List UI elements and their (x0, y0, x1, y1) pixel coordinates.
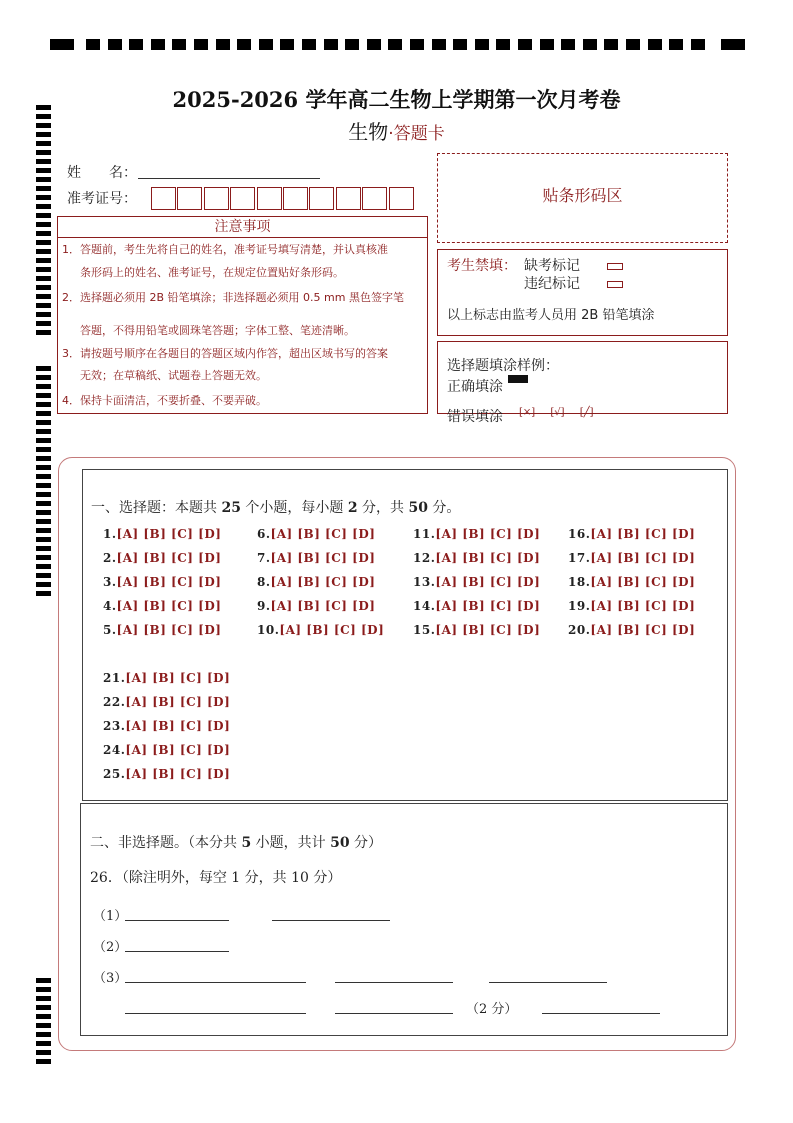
id-digit-box[interactable] (204, 187, 229, 210)
question-number: 23. (103, 719, 126, 733)
answer-options[interactable]: [A] [B] [C] [D] (270, 551, 376, 565)
question-number: 20. (568, 623, 591, 637)
violation-label: 违纪标记 (524, 276, 580, 292)
timing-mark (36, 456, 51, 461)
answer-options[interactable]: [A] [B] [C] [D] (590, 599, 696, 613)
sample-title: 选择题填涂样例： (447, 358, 559, 374)
question-number: 7. (257, 551, 271, 565)
question-row (103, 575, 221, 589)
timing-mark (475, 39, 489, 50)
question-row (413, 575, 540, 589)
question-row (413, 599, 540, 613)
timing-mark (36, 249, 51, 254)
timing-mark (36, 276, 51, 281)
answer-options[interactable]: [A] [B] [C] [D] (279, 623, 385, 637)
timing-mark (345, 39, 359, 50)
timing-mark (36, 150, 51, 155)
timing-mark (36, 231, 51, 236)
timing-mark (36, 510, 51, 515)
id-digit-box[interactable] (336, 187, 361, 210)
timing-mark (36, 222, 51, 227)
question-row (413, 551, 540, 565)
timing-mark (237, 39, 251, 50)
timing-mark (36, 402, 51, 407)
question-number: 13. (413, 575, 436, 589)
timing-mark (604, 39, 618, 50)
timing-mark (721, 39, 745, 50)
question-number: 18. (568, 575, 591, 589)
question-row (568, 551, 695, 565)
question-row (257, 551, 375, 565)
answer-options[interactable]: [A] [B] [C] [D] (125, 743, 231, 757)
forbidden-label: 考生禁填： (447, 258, 517, 274)
answer-options[interactable]: [A] [B] [C] [D] (270, 599, 376, 613)
forbidden-note: 以上标志由监考人员用 2B 铅笔填涂 (447, 308, 655, 323)
question-row (103, 767, 230, 781)
answer-options[interactable]: [A] [B] [C] [D] (270, 527, 376, 541)
notice-item-3-cont: 无效；在草稿纸、试题卷上答题无效。 (80, 369, 267, 382)
question-row (568, 599, 695, 613)
answer-options[interactable]: [A] [B] [C] [D] (590, 527, 696, 541)
name-label: 姓 名： (67, 165, 137, 181)
answer-options[interactable]: [A] [B] [C] [D] (435, 599, 541, 613)
timing-mark (36, 546, 51, 551)
wrong-fill-samples (519, 407, 594, 418)
question-number: 21. (103, 671, 126, 685)
wrong-mark-x: [×] (519, 407, 536, 418)
timing-mark (302, 39, 316, 50)
timing-mark (36, 267, 51, 272)
notice-item-1: 1．答题前，考生先将自己的姓名，准考证号填写清楚，并认真核准 (62, 243, 388, 256)
timing-mark (36, 1050, 51, 1055)
timing-mark (496, 39, 510, 50)
question-row (413, 527, 540, 541)
timing-mark (410, 39, 424, 50)
q26-3-blank-b[interactable] (335, 982, 453, 983)
id-digit-box[interactable] (309, 187, 334, 210)
question-row (568, 527, 695, 541)
timing-mark (518, 39, 532, 50)
timing-mark (36, 987, 51, 992)
timing-mark (36, 1023, 51, 1028)
answer-options[interactable]: [A] [B] [C] [D] (435, 623, 541, 637)
timing-mark (36, 501, 51, 506)
answer-options[interactable]: [A] [B] [C] [D] (270, 575, 376, 589)
answer-options[interactable]: [A] [B] [C] [D] (125, 695, 231, 709)
q26-sub3-label: （3） (93, 971, 128, 986)
timing-mark (36, 996, 51, 1001)
id-digit-box[interactable] (151, 187, 176, 210)
question-row (413, 623, 540, 637)
question-row (103, 527, 221, 541)
exam-subtitle (0, 116, 793, 145)
timing-mark (36, 573, 51, 578)
timing-mark (108, 39, 122, 50)
id-digit-box[interactable] (177, 187, 202, 210)
question-number: 12. (413, 551, 436, 565)
question-number: 17. (568, 551, 591, 565)
timing-mark (36, 186, 51, 191)
question-row (568, 575, 695, 589)
timing-mark (280, 39, 294, 50)
timing-mark (151, 39, 165, 50)
id-digit-box[interactable] (283, 187, 308, 210)
timing-mark (36, 465, 51, 470)
timing-mark (36, 393, 51, 398)
timing-mark (36, 159, 51, 164)
question-26-title: 26．（除注明外，每空 1 分，共 10 分） (90, 870, 342, 886)
question-row (103, 719, 230, 733)
answer-options[interactable]: [A] [B] [C] [D] (435, 527, 541, 541)
timing-mark (36, 582, 51, 587)
wrong-mark-check: [√] (550, 407, 565, 418)
question-row (103, 551, 221, 565)
timing-mark (86, 39, 100, 50)
timing-mark (36, 1059, 51, 1064)
question-row (103, 671, 230, 685)
timing-mark (129, 39, 143, 50)
question-row (257, 575, 375, 589)
q26-3-blank-e[interactable] (335, 1013, 453, 1014)
question-number: 10. (257, 623, 280, 637)
question-row (257, 599, 375, 613)
q26-sub2-label: （2） (93, 940, 128, 955)
id-label: 准考证号： (67, 191, 137, 207)
question-row (103, 695, 230, 709)
notice-item-2-cont: 答题，不得用铅笔或圆珠笔答题；字体工整、笔迹清晰。 (80, 324, 355, 337)
answer-options[interactable]: [A] [B] [C] [D] (116, 599, 222, 613)
timing-mark (36, 564, 51, 569)
q26-1-blank-a[interactable] (125, 920, 229, 921)
q26-3-blank-f[interactable] (542, 1013, 660, 1014)
timing-mark (36, 537, 51, 542)
timing-mark (50, 39, 74, 50)
timing-mark (259, 39, 273, 50)
timing-mark (36, 483, 51, 488)
answer-options[interactable]: [A] [B] [C] [D] (116, 623, 222, 637)
question-number: 3. (103, 575, 117, 589)
timing-mark (36, 420, 51, 425)
name-field[interactable] (138, 178, 320, 179)
question-number: 8. (257, 575, 271, 589)
timing-mark (36, 168, 51, 173)
timing-mark (36, 519, 51, 524)
timing-mark (388, 39, 402, 50)
notice-title: 注意事项 (57, 216, 428, 238)
timing-mark (540, 39, 554, 50)
subject-name: 生物 (348, 120, 389, 144)
timing-mark (36, 294, 51, 299)
timing-mark (367, 39, 381, 50)
question-row (103, 743, 230, 757)
notice-item-2: 2．选择题必须用 2B 铅笔填涂；非选择题必须用 0.5 mm 黑色签字笔 (62, 291, 404, 304)
answer-options[interactable]: [A] [B] [C] [D] (125, 767, 231, 781)
timing-mark (561, 39, 575, 50)
timing-mark (36, 312, 51, 317)
timing-mark (36, 177, 51, 182)
q26-3-blank-c[interactable] (489, 982, 607, 983)
timing-mark (36, 411, 51, 416)
question-number: 1. (103, 527, 117, 541)
q26-3-blank-a[interactable] (125, 982, 306, 983)
exam-title: 2025-2026 学年高二生物上学期第一次月考卷 (172, 87, 621, 112)
question-number: 24. (103, 743, 126, 757)
timing-mark (36, 195, 51, 200)
q26-sub1-label: （1） (93, 909, 128, 924)
timing-mark (36, 978, 51, 983)
violation-mark-box[interactable] (607, 281, 623, 288)
timing-mark (36, 375, 51, 380)
id-digit-box[interactable] (362, 187, 387, 210)
timing-mark (36, 285, 51, 290)
timing-mark (36, 330, 51, 335)
section1-title: 一、选择题：本题共 25 个小题，每小题 2 分，共 50 分。 (91, 500, 461, 516)
q26-3-blank-d[interactable] (125, 1013, 306, 1014)
question-number: 19. (568, 599, 591, 613)
timing-mark (432, 39, 446, 50)
question-row (568, 623, 695, 637)
answer-options[interactable]: [A] [B] [C] [D] (116, 527, 222, 541)
id-digit-box[interactable] (389, 187, 414, 210)
timing-mark (648, 39, 662, 50)
timing-mark (36, 447, 51, 452)
timing-mark (36, 321, 51, 326)
timing-mark (36, 384, 51, 389)
question-number: 2. (103, 551, 117, 565)
timing-mark (36, 213, 51, 218)
timing-mark (36, 474, 51, 479)
timing-mark (36, 591, 51, 596)
question-row (103, 599, 221, 613)
answer-options[interactable]: [A] [B] [C] [D] (590, 551, 696, 565)
question-number: 16. (568, 527, 591, 541)
timing-mark (36, 528, 51, 533)
question-number: 15. (413, 623, 436, 637)
timing-mark (194, 39, 208, 50)
answer-options[interactable]: [A] [B] [C] [D] (116, 575, 222, 589)
timing-mark (36, 429, 51, 434)
question-row (257, 527, 375, 541)
q26-2-blank[interactable] (125, 951, 229, 952)
notice-item-3: 3．请按题号顺序在各题目的答题区域内作答，超出区域书写的答案 (62, 347, 388, 360)
timing-mark (36, 366, 51, 371)
timing-mark (583, 39, 597, 50)
timing-mark (36, 1032, 51, 1037)
question-number: 14. (413, 599, 436, 613)
answer-options[interactable]: [A] [B] [C] [D] (590, 575, 696, 589)
answer-options[interactable]: [A] [B] [C] [D] (590, 623, 696, 637)
wrong-mark-slash: [╱] (579, 407, 594, 418)
timing-mark (669, 39, 683, 50)
absent-mark-box[interactable] (607, 263, 623, 270)
correct-fill-label: 正确填涂 (447, 379, 503, 395)
timing-mark (36, 1041, 51, 1046)
answer-options[interactable]: [A] [B] [C] [D] (435, 575, 541, 589)
wrong-fill-label: 错误填涂 (447, 409, 503, 425)
timing-mark (36, 204, 51, 209)
timing-mark (36, 240, 51, 245)
timing-mark (691, 39, 705, 50)
notice-item-1-cont: 条形码上的姓名、准考证号，在规定位置贴好条形码。 (80, 266, 344, 279)
timing-mark (626, 39, 640, 50)
answer-options[interactable]: [A] [B] [C] [D] (125, 719, 231, 733)
timing-mark (36, 438, 51, 443)
question-number: 22. (103, 695, 126, 709)
timing-mark (36, 1005, 51, 1010)
answer-options[interactable]: [A] [B] [C] [D] (116, 551, 222, 565)
two-points-note: （2 分） (466, 1002, 518, 1017)
answer-options[interactable]: [A] [B] [C] [D] (125, 671, 231, 685)
answer-options[interactable]: [A] [B] [C] [D] (435, 551, 541, 565)
question-row (103, 623, 221, 637)
question-number: 4. (103, 599, 117, 613)
timing-mark (36, 1014, 51, 1019)
id-digit-box[interactable] (257, 187, 282, 210)
timing-mark (36, 492, 51, 497)
timing-mark (324, 39, 338, 50)
section2-title: 二、非选择题。（本分共 5 小题，共计 50 分） (90, 835, 383, 851)
timing-mark (216, 39, 230, 50)
question-number: 11. (413, 527, 436, 541)
timing-mark (36, 258, 51, 263)
timing-mark (36, 555, 51, 560)
timing-mark (36, 303, 51, 308)
absent-label: 缺考标记 (524, 258, 580, 274)
answer-sheet-label: ·答题卡 (388, 124, 445, 144)
timing-mark (453, 39, 467, 50)
q26-1-blank-b[interactable] (272, 920, 390, 921)
notice-item-4: 4．保持卡面清洁，不要折叠、不要弄破。 (62, 394, 267, 407)
question-number: 6. (257, 527, 271, 541)
question-number: 5. (103, 623, 117, 637)
id-digit-box[interactable] (230, 187, 255, 210)
correct-fill-sample (508, 375, 528, 383)
question-number: 9. (257, 599, 271, 613)
timing-mark (172, 39, 186, 50)
question-row (257, 623, 384, 637)
question-number: 25. (103, 767, 126, 781)
barcode-area: 贴条形码区 (437, 153, 728, 243)
